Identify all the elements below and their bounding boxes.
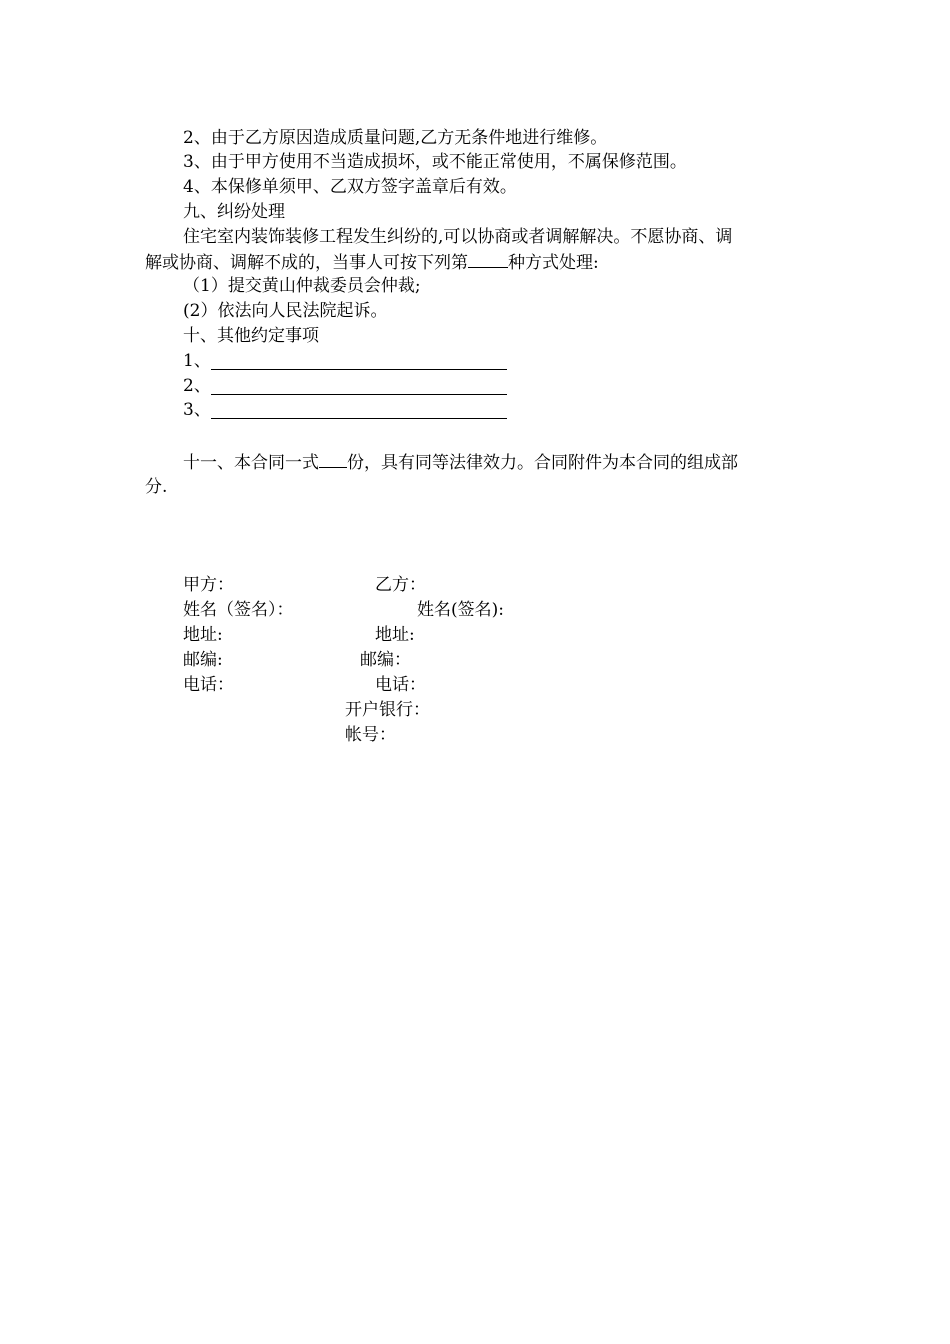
other-item-1-label: 1、 xyxy=(183,351,211,371)
copies-line2: 分. xyxy=(145,477,168,497)
other-matters-heading: 十、其他约定事项 xyxy=(183,326,319,346)
party-a-address: 地址: xyxy=(183,625,223,645)
party-b-bank: 开户银行： xyxy=(345,700,430,720)
party-b-address: 地址: xyxy=(375,625,415,645)
dispute-paragraph-line2-after: 种方式处理: xyxy=(508,253,599,273)
copies-line1-before: 十一、本合同一式 xyxy=(183,453,319,473)
party-b-label: 乙方： xyxy=(375,575,426,595)
option-number-blank[interactable] xyxy=(468,250,508,268)
dispute-paragraph-line2-before: 解或协商、调解不成的，当事人可按下列第 xyxy=(145,253,468,273)
clause-item-3: 3、由于甲方使用不当造成损坏，或不能正常使用，不属保修范围。 xyxy=(183,152,687,172)
clause-item-4: 4、本保修单须甲、乙双方签字盖章后有效。 xyxy=(183,177,517,197)
party-a-postcode: 邮编: xyxy=(183,650,223,670)
party-a-label: 甲方： xyxy=(183,575,234,595)
copies-line1 xyxy=(183,450,738,475)
other-item-2-blank[interactable] xyxy=(211,394,507,395)
other-item-3-label: 3、 xyxy=(183,400,211,420)
party-a-phone: 电话： xyxy=(183,675,234,695)
dispute-option-2: (2）依法向人民法院起诉。 xyxy=(183,301,388,321)
dispute-option-1: （1）提交黄山仲裁委员会仲裁; xyxy=(183,276,421,296)
party-b-account: 帐号： xyxy=(345,725,396,745)
other-item-2-label: 2、 xyxy=(183,376,211,396)
copies-line1-after: 份，具有同等法律效力。合同附件为本合同的组成部 xyxy=(347,453,738,473)
party-b-name-signature: 姓名(签名): xyxy=(417,600,504,620)
other-item-3-blank[interactable] xyxy=(211,418,507,419)
party-b-phone: 电话： xyxy=(375,675,426,695)
dispute-heading: 九、纠纷处理 xyxy=(183,202,285,222)
other-item-1-blank[interactable] xyxy=(211,369,507,370)
dispute-paragraph-line2 xyxy=(145,250,599,275)
party-b-postcode: 邮编： xyxy=(360,650,411,670)
dispute-paragraph-line1: 住宅室内装饰装修工程发生纠纷的,可以协商或者调解解决。不愿协商、调 xyxy=(183,227,733,247)
copies-count-blank[interactable] xyxy=(319,450,347,468)
clause-item-2: 2、由于乙方原因造成质量问题,乙方无条件地进行维修。 xyxy=(183,128,608,148)
party-a-name-signature: 姓名（签名）： xyxy=(183,600,294,620)
